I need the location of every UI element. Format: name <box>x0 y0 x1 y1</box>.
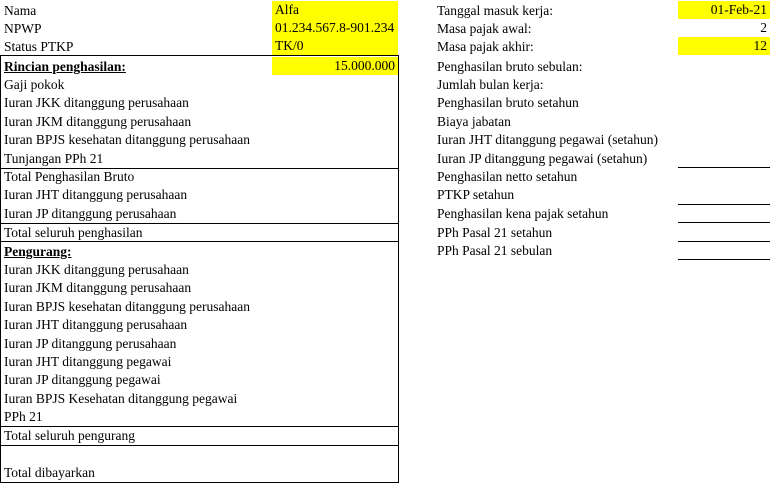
calc-item: Penghasilan bruto sebulan: <box>437 59 583 74</box>
pengurang-item: Iuran JP ditanggung perusahaan <box>4 336 177 351</box>
total-dibayarkan-label: Total dibayarkan <box>4 465 95 480</box>
calc-item: PPh Pasal 21 sebulan <box>437 243 553 258</box>
nama-label: Nama <box>4 3 37 18</box>
calc-item: Penghasilan bruto setahun <box>437 95 579 110</box>
total-seluruh-penghasilan-label: Total seluruh penghasilan <box>4 225 143 240</box>
tanggal-label: Tanggal masuk kerja: <box>437 3 554 18</box>
pengurang-item: Iuran JP ditanggung pegawai <box>4 372 161 387</box>
rincian-item: Iuran JKM ditanggung perusahaan <box>4 114 192 129</box>
total-pengurang-label: Total seluruh pengurang <box>4 428 136 443</box>
npwp-label: NPWP <box>4 21 42 36</box>
total-bruto-label: Total Penghasilan Bruto <box>4 169 135 184</box>
subtotal-line <box>678 167 770 168</box>
pengurang-item: PPh 21 <box>4 409 43 424</box>
rincian-item: Gaji pokok <box>4 77 65 92</box>
subtotal-line <box>678 241 770 242</box>
rincian-title: Rincian penghasilan: <box>4 59 126 74</box>
divider <box>0 241 399 242</box>
pengurang-item: Iuran JHT ditanggung pegawai <box>4 354 172 369</box>
rincian-extra-item: Iuran JHT ditanggung perusahaan <box>4 187 188 202</box>
rincian-extra-item: Iuran JP ditanggung perusahaan <box>4 206 177 221</box>
ptkp-value[interactable]: TK/0 <box>272 37 398 55</box>
masa-awal-value[interactable]: 2 <box>760 20 767 35</box>
box-right-border <box>398 55 399 483</box>
npwp-value[interactable]: 01.234.567.8-901.234 <box>272 19 398 37</box>
rincian-item: Tunjangan PPh 21 <box>4 151 104 166</box>
pengurang-item: Iuran JHT ditanggung perusahaan <box>4 317 188 332</box>
pengurang-item: Iuran JKM ditanggung perusahaan <box>4 280 192 295</box>
pengurang-item: Iuran JKK ditanggung perusahaan <box>4 262 189 277</box>
rincian-item: Iuran JKK ditanggung perusahaan <box>4 95 189 110</box>
tanggal-value[interactable]: 01-Feb-21 <box>678 1 770 19</box>
pengurang-item: Iuran BPJS Kesehatan ditanggung pegawai <box>4 391 238 406</box>
calc-item: Penghasilan kena pajak setahun <box>437 206 609 221</box>
subtotal-line <box>678 259 770 260</box>
gaji-pokok-value[interactable]: 15.000.000 <box>272 57 398 75</box>
masa-awal-label: Masa pajak awal: <box>437 21 532 36</box>
rincian-item: Iuran BPJS kesehatan ditanggung perusahaan <box>4 132 250 147</box>
ptkp-label: Status PTKP <box>4 39 74 54</box>
pengurang-title: Pengurang: <box>4 244 72 259</box>
subtotal-line <box>678 222 770 223</box>
pengurang-item: Iuran BPJS kesehatan ditanggung perusahaan <box>4 299 250 314</box>
masa-akhir-value[interactable]: 12 <box>678 37 770 55</box>
calc-item: Jumlah bulan kerja: <box>437 77 544 92</box>
box-top-border <box>0 55 399 56</box>
calc-item: PTKP setahun <box>437 187 515 202</box>
box-left-border <box>0 55 1 483</box>
masa-akhir-label: Masa pajak akhir: <box>437 39 534 54</box>
nama-value[interactable]: Alfa <box>272 1 398 19</box>
calc-item: PPh Pasal 21 setahun <box>437 225 553 240</box>
calc-item: Biaya jabatan <box>437 114 511 129</box>
divider <box>0 445 399 446</box>
calc-item: Iuran JP ditanggung pegawai (setahun) <box>437 151 648 166</box>
calc-item: Iuran JHT ditanggung pegawai (setahun) <box>437 132 658 147</box>
calc-item: Penghasilan netto setahun <box>437 169 578 184</box>
subtotal-line <box>678 204 770 205</box>
